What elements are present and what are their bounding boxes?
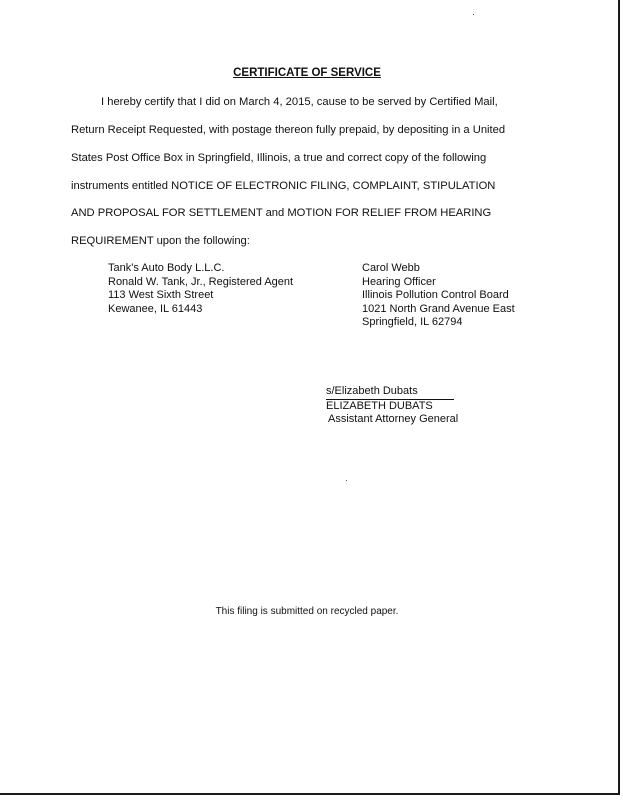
- signature-line: s/Elizabeth Dubats: [326, 385, 454, 400]
- address-line: Illinois Pollution Control Board: [362, 289, 509, 302]
- signer-name: ELIZABETH DUBATS: [326, 399, 433, 412]
- paragraph-line: AND PROPOSAL FOR SETTLEMENT and MOTION FOR RELIEF FROM HEARING: [71, 207, 492, 219]
- address-line: Ronald W. Tank, Jr., Registered Agent: [108, 275, 294, 288]
- signature-block: [326, 385, 458, 427]
- paragraph-line: States Post Office Box in Springfield, Illinois, a true and correct copy of the following: [71, 152, 487, 164]
- recipient-address-right: [362, 262, 515, 330]
- address-line: Kewanee, IL 61443: [108, 302, 203, 315]
- paragraph-line: instruments entitled NOTICE OF ELECTRONIC FILING, COMPLAINT, STIPULATION: [71, 180, 496, 192]
- page-edge-right: [618, 0, 620, 795]
- recipient-address-left: [108, 262, 293, 316]
- page-edge-bottom: [0, 793, 620, 795]
- signer-title: Assistant Attorney General: [328, 413, 459, 426]
- address-line: Carol Webb: [362, 262, 420, 274]
- address-line: 1021 North Grand Avenue East: [362, 302, 515, 315]
- paragraph-line: Return Receipt Requested, with postage thereon fully prepaid, by depositing in a United: [71, 124, 506, 136]
- paragraph-line: REQUIREMENT upon the following:: [71, 235, 250, 247]
- address-line: Springfield, IL 62794: [362, 316, 463, 329]
- recycled-paper-note: This filing is submitted on recycled paper.: [215, 606, 399, 617]
- address-line: Tank's Auto Body L.L.C.: [108, 262, 225, 274]
- address-line: Hearing Officer: [362, 275, 436, 288]
- document-title: CERTIFICATE OF SERVICE: [233, 67, 381, 79]
- scan-speck: [473, 14, 474, 15]
- paragraph-line: I hereby certify that I did on March 4, 2015, cause to be served by Certified Mail,: [101, 96, 498, 108]
- address-line: 113 West Sixth Street: [108, 289, 214, 302]
- scan-speck: [346, 480, 347, 481]
